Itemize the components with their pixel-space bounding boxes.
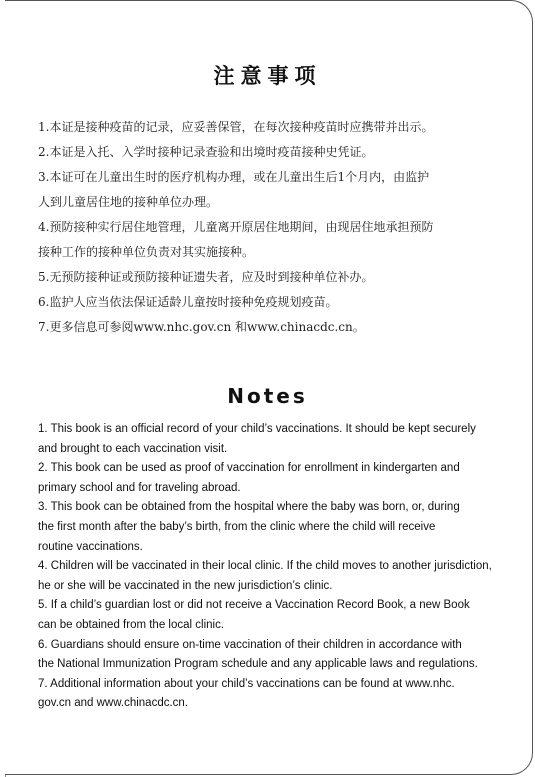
- chinese-notes-list: [38, 115, 518, 340]
- english-note-1-line-1: 1. This book is an official record of your child’s vaccinations. It should be kept securely: [38, 423, 476, 435]
- chinese-note-7-line-1: 7.更多信息可参阅www.nhc.gov.cn 和www.chinacdc.cn。: [38, 320, 365, 334]
- english-note-3-line-2: the first month after the baby’s birth, from the clinic where the child will receive: [38, 520, 436, 533]
- chinese-note-2: [38, 140, 518, 165]
- english-note-3-line-1: 3. This book can be obtained from the hospital where the baby was born, or, during: [38, 501, 460, 514]
- english-note-5: [38, 596, 510, 635]
- chinese-note-2-line-1: 2.本证是入托、入学时接种记录查验和出境时疫苗接种史凭证。: [38, 145, 374, 159]
- english-note-2-line-2: primary school and for traveling abroad.: [38, 481, 241, 494]
- chinese-note-6-line-1: 6.监护人应当依法保证适龄儿童按时接种免疫规划疫苗。: [38, 295, 338, 309]
- chinese-note-4-line-1: 4.预防接种实行居住地管理，儿童离开原居住地期间，由现居住地承担预防: [38, 220, 434, 234]
- chinese-note-3-line-2: 人到儿童居住地的接种单位办理。: [38, 195, 219, 209]
- chinese-note-4: [38, 215, 518, 265]
- english-note-6-line-1: 6. Guardians should ensure on-time vaccination of their children in accordance with: [38, 638, 462, 651]
- chinese-note-1: [38, 115, 518, 140]
- english-note-4-line-1: 4. Children will be vaccinated in their local clinic. If the child moves to another jurisdiction,: [38, 560, 492, 573]
- chinese-note-1-line-1: 1.本证是接种疫苗的记录，应妥善保管，在每次接种疫苗时应携带并出示。: [38, 120, 434, 134]
- chinese-note-5-line-1: 5.无预防接种证或预防接种证遗失者，应及时到接种单位补办。: [38, 270, 374, 284]
- english-note-6-line-2: the National Immunization Program schedule and any applicable laws and regulations.: [38, 658, 478, 671]
- english-title: Notes: [227, 384, 308, 408]
- english-note-3: [38, 498, 510, 557]
- english-note-1-line-2: and brought to each vaccination visit.: [38, 442, 228, 455]
- english-note-2: [38, 459, 510, 498]
- english-note-7: [38, 675, 510, 714]
- english-note-5-line-1: 5. If a child’s guardian lost or did not receive a Vaccination Record Book, a new Book: [38, 599, 470, 612]
- english-note-7-line-2: gov.cn and www.chinacdc.cn.: [38, 697, 189, 710]
- chinese-title: 注意事项: [213, 64, 322, 88]
- english-note-3-line-3: routine vaccinations.: [38, 540, 143, 553]
- chinese-note-6: [38, 290, 518, 315]
- chinese-note-4-line-2: 接种工作的接种单位负责对其实施接种。: [38, 245, 255, 259]
- english-note-1: [38, 420, 510, 459]
- chinese-note-5: [38, 265, 518, 290]
- english-note-4-line-2: he or she will be vaccinated in the new jurisdiction’s clinic.: [38, 579, 333, 592]
- english-notes-list: [38, 420, 510, 714]
- chinese-note-3: [38, 165, 518, 215]
- english-note-2-line-1: 2. This book can be used as proof of vaccination for enrollment in kindergarten and: [38, 462, 460, 475]
- chinese-note-7: [38, 315, 518, 340]
- english-note-6: [38, 636, 510, 675]
- english-note-7-line-1: 7. Additional information about your child’s vaccinations can be found at www.nhc.: [38, 677, 455, 690]
- chinese-note-3-line-1: 3.本证可在儿童出生时的医疗机构办理，或在儿童出生后1个月内，由监护: [38, 170, 430, 184]
- english-note-5-line-2: can be obtained from the local clinic.: [38, 618, 225, 631]
- english-note-4: [38, 557, 510, 596]
